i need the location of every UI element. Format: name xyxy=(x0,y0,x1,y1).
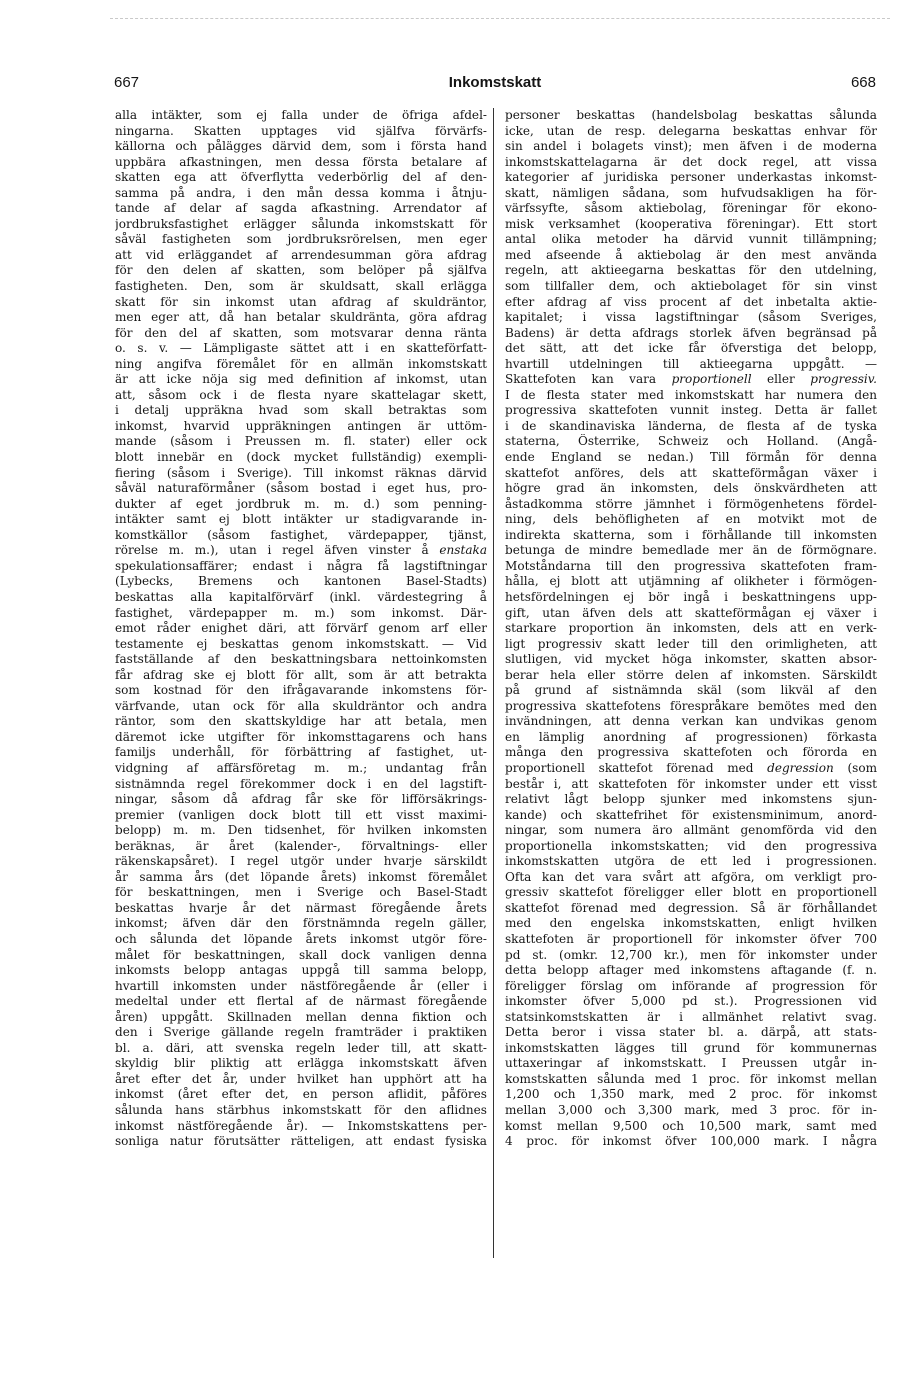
text-line: räntor, som den skattskyldige har att betala, men xyxy=(115,714,487,729)
text-line: beskattas alla kapitalförvärf (inkl. värdestegring å xyxy=(115,589,487,604)
text-line: Skattefoten kan vara proportionell eller progressiv. xyxy=(505,372,877,387)
text-line: relativt lågt belopp sjunker med inkomstens sjun- xyxy=(505,792,877,807)
text-line: Badens) är detta afdrags storlek äfven begränsad på xyxy=(505,325,877,340)
text-line: skatt, nämligen sådana, som hufvudsakligen ha för- xyxy=(505,185,877,200)
text-line: sålunda hans stärbhus inkomstskatt för den aflidnes xyxy=(115,1103,487,1117)
text-line: består i, att skattefoten för inkomster under ett visst xyxy=(505,776,877,791)
text-line: uttaxeringar af inkomstskatt. I Preussen utgår in- xyxy=(505,1056,877,1071)
text-line: källorna och pålägges därvid dem, som i första hand xyxy=(115,139,487,154)
text-line: I de flesta stater med inkomstskatt har numera den xyxy=(505,387,877,402)
text-line: medeltal under ett flertal af de närmast föregående xyxy=(115,994,487,1009)
text-line: spekulationsaffärer; endast i några få lagstiftningar xyxy=(115,558,487,573)
text-line: räkenskapsåret). I regel utgör under hvarje särskildt xyxy=(115,854,487,869)
text-line: indirekta skatterna, som i förhållande till inkomsten xyxy=(505,527,877,542)
text-line: beräknas, är året (kalender-, förvaltnings- eller xyxy=(115,838,487,853)
text-line: att vid erläggandet af arrendesumman göra afdrag xyxy=(115,247,487,262)
text-line: berar hela eller större delen af inkomsten. Särskildt xyxy=(505,667,877,682)
text-line: starkare proportion än inkomsten, dels att en verk- xyxy=(505,621,877,636)
text-line: regeln, att aktieegarna beskattas för den utdelning, xyxy=(505,263,877,278)
text-line: Detta beror i vissa stater bl. a. därpå, att stats- xyxy=(505,1025,877,1040)
text-line: komstskatten sålunda med 1 proc. för inkomst mellan xyxy=(505,1071,877,1086)
text-line: gift, utan äfven dels att skatteförmågan ej växer i xyxy=(505,605,877,620)
text-line: ningar, som numera äro allmänt genomförda vid den xyxy=(505,823,877,838)
text-line: detta belopp aftager med inkomstens aftagande (f. n. xyxy=(505,963,877,978)
text-line: testamente ej beskattas genom inkomstskatt. — Vid xyxy=(115,636,487,651)
text-line: inkomstskattelagarna är det dock regel, att vissa xyxy=(505,154,877,169)
text-line: icke, utan de resp. delegarna beskattas enhvar för xyxy=(505,123,877,138)
page-number-right: 668 xyxy=(850,74,876,91)
right-column xyxy=(505,108,877,1150)
text-line: vidgning af affärsföretag m. m.; undantag från xyxy=(115,760,487,775)
text-line: uppbära afkastningen, men dessa första betalare af xyxy=(115,154,487,169)
text-line: fiering (såsom i Sverige). Till inkomst räknas därvid xyxy=(115,465,487,480)
text-line: belopp) m. m. Den tidsenhet, för hvilken inkomsten xyxy=(115,823,487,838)
text-line: inkomsts belopp antagas uppgå till samma belopp, xyxy=(115,963,487,978)
text-line: antal olika metoder ha därvid vunnit tillämpning; xyxy=(505,232,877,247)
italic-term: degression xyxy=(767,760,834,775)
text-line: såväl fastigheten som jordbruksrörelsen, men eger xyxy=(115,232,487,247)
text-line: högre grad än inkomsten, dels önskvärdheten att xyxy=(505,481,877,496)
text-line: åren) uppgått. Skillnaden mellan denna fiktion och xyxy=(115,1009,487,1024)
text-line: ning, dels behöfligheten af en motvikt mot de xyxy=(505,512,877,527)
text-line: kategorier af juridiska personer underkastas inkomst- xyxy=(505,170,877,185)
text-line: sonliga natur förutsätter rätteligen, att endast fysiska xyxy=(115,1134,487,1149)
text-line: ning angifva föremålet för en allmän inkomstskatt xyxy=(115,356,487,371)
text-line: inkomst nästföregående år). — Inkomstskattens per- xyxy=(115,1118,487,1133)
text-line: personer beskattas (handelsbolag beskattas sålunda xyxy=(505,108,877,122)
text-line: invändningen, att denna verkan kan undvikas genom xyxy=(505,714,877,729)
text-line: som kostnad för den ifrågavarande inkomstens för- xyxy=(115,683,487,698)
text-line: alla intäkter, som ej falla under de öfriga afdel- xyxy=(115,108,487,122)
text-line: jordbruksfastighet erlägger sålunda inkomstskatt för xyxy=(115,216,487,231)
text-line: för den delen af skatten, som belöper på själfva xyxy=(115,263,487,278)
text-line: är att icke nöja sig med definition af inkomst, utan xyxy=(115,372,487,387)
text-line: hvartill inkomsten under nästföregående år (eller i xyxy=(115,978,487,993)
text-line: rörelse m. m.), utan i regel äfven vinster å enstaka xyxy=(115,543,487,558)
text-line: o. s. v. — Lämpligaste sättet att i en skatteförfatt- xyxy=(115,341,487,356)
text-line: fastighet, värdepapper m. m.) som inkomst. Där- xyxy=(115,605,487,620)
running-title: Inkomstskatt xyxy=(448,74,542,91)
text-line: målet för beskattningen, skall dock vanligen denna xyxy=(115,947,487,962)
italic-term: proportionell xyxy=(671,372,752,387)
text-line: inkomstskatten utgöra de ett led i progressionen. xyxy=(505,854,877,869)
text-line: att, såsom ock i de flesta nyare skattelagar skett, xyxy=(115,387,487,402)
text-line: 1,200 och 1,350 mark, med 2 proc. för inkomst xyxy=(505,1087,877,1102)
text-line: åstadkomma större jämnhet i förmögenhetens fördel- xyxy=(505,496,877,511)
text-line: men eger att, då han betalar skuldränta, göra afdrag xyxy=(115,310,487,325)
text-line: Ofta kan det vara svårt att afgöra, om verkligt pro- xyxy=(505,869,877,884)
text-line: föreligger förslag om införande af progression för xyxy=(505,978,877,993)
text-line: dukter af eget jordbruk m. m. d.) som penning- xyxy=(115,496,487,511)
text-line: inkomst, hvarvid uppräkningen antingen är uttöm- xyxy=(115,418,487,433)
text-line: proportionell skattefot förenad med degression (som xyxy=(505,760,877,775)
text-line: såväl naturaförmåner (såsom bostad i eget hus, pro- xyxy=(115,481,487,496)
text-line: i detalj uppräkna hvad som skall betraktas som xyxy=(115,403,487,418)
text-line: med den engelska inkomstskatten, enligt hvilken xyxy=(505,916,877,931)
text-line: hetsfördelningen ej bör ingå i beskattningens upp- xyxy=(505,589,877,604)
text-line: inkomst (året efter det, en person aflidit, påföres xyxy=(115,1087,487,1102)
text-line: hvartill utdelningen till aktieegarna uppgått. — xyxy=(505,356,877,371)
text-line: mellan 3,000 och 3,300 mark, med 3 proc. för in- xyxy=(505,1103,877,1117)
text-line: värfvande, utan ock för alla skuldräntor och andra xyxy=(115,698,487,713)
text-line: värfssyfte, såsom aktiebolag, föreningar för ekono- xyxy=(505,201,877,216)
text-line: i de skandinaviska länderna, de flesta af de tyska xyxy=(505,418,877,433)
text-line: sin andel i bolagets vinst); men äfven i de moderna xyxy=(505,139,877,154)
text-line: progressiva skattefoten vunnit insteg. Detta är fallet xyxy=(505,403,877,418)
text-line: många den progressiva skattefoten och förorda en xyxy=(505,745,877,760)
scan-edge-mark xyxy=(110,18,890,20)
text-line: inkomst; äfven där den förstnämnda regeln gäller, xyxy=(115,916,487,931)
text-line: för beskattningen, men i Sverige och Basel-Stadt xyxy=(115,885,487,900)
text-line: för den del af skatten, som motsvarar denna ränta xyxy=(115,325,487,340)
text-line: sistnämnda regel förekommer dock i en del lagstift- xyxy=(115,776,487,791)
text-line: komst mellan 9,500 och 10,500 mark, samt med xyxy=(505,1118,877,1133)
text-line: skattefot förenad med degression. Så är förhållandet xyxy=(505,900,877,915)
text-line: proportionella inkomstskatten; vid den progressiva xyxy=(505,838,877,853)
text-line: inkomster öfver 5,000 pd st.). Progressionen vid xyxy=(505,994,877,1009)
italic-term: enstaka xyxy=(439,543,487,558)
text-line: skattefot anföres, dels att skatteförmågan växer i xyxy=(505,465,877,480)
text-line: familjs underhåll, för förbättring af fastighet, ut- xyxy=(115,745,487,760)
text-line: inkomstskatten lägges till grund för kommunernas xyxy=(505,1040,877,1055)
text-line: progressiva skattefotens förespråkare bemötes med den xyxy=(505,698,877,713)
text-line: med afseende å aktiebolag är den mest använda xyxy=(505,247,877,262)
text-line: bl. a. däri, att svenska regeln leder till, att skatt- xyxy=(115,1040,487,1055)
text-line: blott innebär en (dock mycket fullständig) exempli- xyxy=(115,450,487,465)
text-line: staterna, Österrike, Schweiz och Holland. (Angå- xyxy=(505,434,877,449)
text-line: däremot icke utgifter för inkomsttagarens och hans xyxy=(115,729,487,744)
text-line: det sätt, att det icke får öfverstiga det belopp, xyxy=(505,341,877,356)
text-line: skatten ega att öfverflytta vederbörlig del af den- xyxy=(115,170,487,185)
text-line: fastigheten. Den, som är skuldsatt, skall erlägga xyxy=(115,279,487,294)
text-line: mande (såsom i Preussen m. fl. stater) eller ock xyxy=(115,434,487,449)
text-line: beskattas hvarje år det närmast föregående årets xyxy=(115,900,487,915)
text-line: komstkällor (såsom fastighet, värdepapper, tjänst, xyxy=(115,527,487,542)
text-line: pd st. (omkr. 12,700 kr.), men för inkomster under xyxy=(505,947,877,962)
text-line: skattefoten är proportionell för inkomster öfver 700 xyxy=(505,931,877,946)
text-line: år samma års (det löpande årets) inkomst föremålet xyxy=(115,869,487,884)
italic-term: progressiv. xyxy=(810,372,877,387)
text-line: statsinkomstskatten är i allmänhet relativt svag. xyxy=(505,1009,877,1024)
text-line: hålla, ej blott att utjämning af olikheter i förmögen- xyxy=(505,574,877,589)
text-line: skyldig blir pliktig att erlägga inkomstskatt äfven xyxy=(115,1056,487,1071)
text-line: ende England se nedan.) Till förmån för denna xyxy=(505,450,877,465)
text-line: tande af delar af sagda afkastning. Arrendator af xyxy=(115,201,487,216)
text-line: 4 proc. för inkomst öfver 100,000 mark. I några xyxy=(505,1134,877,1149)
text-line: misk verksamhet (kooperativa föreningar). Ett stort xyxy=(505,216,877,231)
text-line: och sålunda det löpande årets inkomst utgör före- xyxy=(115,931,487,946)
text-line: som tillfaller dem, och aktiebolaget för sin vinst xyxy=(505,279,877,294)
text-line: samma på andra, i den mån dessa komma i åtnju- xyxy=(115,185,487,200)
text-line: Motståndarna till den progressiva skattefoten fram- xyxy=(505,558,877,573)
text-line: (Lybecks, Bremens och kantonen Basel-Stadts) xyxy=(115,574,487,589)
text-line: betunga de mindre bemedlade mer än de förmögnare. xyxy=(505,543,877,558)
text-line: fastställande af den beskattningsbara nettoinkomsten xyxy=(115,652,487,667)
text-line: ligt progressiv skatt leder till den orimligheten, att xyxy=(505,636,877,651)
page-number-left: 667 xyxy=(114,74,140,91)
text-line: emot råder enighet däri, att förvärf genom arf eller xyxy=(115,621,487,636)
text-line: ningarna. Skatten upptages vid själfva förvärfs- xyxy=(115,123,487,138)
text-line: på grund af sistnämnda skäl (som likväl af den xyxy=(505,683,877,698)
text-line: ningar, såsom då afdrag får ske för lifförsäkrings- xyxy=(115,792,487,807)
text-line: kande) och skattefrihet för existensminimum, anord- xyxy=(505,807,877,822)
text-line: premier (vanligen dock blott till ett visst maximi- xyxy=(115,807,487,822)
text-line: slutligen, vid mycket höga inkomster, skatten absor- xyxy=(505,652,877,667)
text-line: kapitalet; i vissa lagstiftningar (såsom Sveriges, xyxy=(505,310,877,325)
column-divider xyxy=(493,108,494,1258)
text-line: året efter det år, under hvilket han upphört att ha xyxy=(115,1071,487,1086)
text-line: intäkter samt ej blott intäkter ur stadigvarande in- xyxy=(115,512,487,527)
text-line: efter afdrag af viss procent af det inbetalta aktie- xyxy=(505,294,877,309)
text-line: den i Sverige gällande regeln framträder i praktiken xyxy=(115,1025,487,1040)
left-column xyxy=(115,108,487,1150)
text-line: får afdrag ske ej blott för allt, som är att betrakta xyxy=(115,667,487,682)
text-line: gressiv skattefot föreligger eller blott en proportionell xyxy=(505,885,877,900)
text-line: en lämplig anordning af progressionen) förkasta xyxy=(505,729,877,744)
text-line: skatt för sin inkomst utan afdrag af skuldräntor, xyxy=(115,294,487,309)
running-header xyxy=(114,74,876,94)
